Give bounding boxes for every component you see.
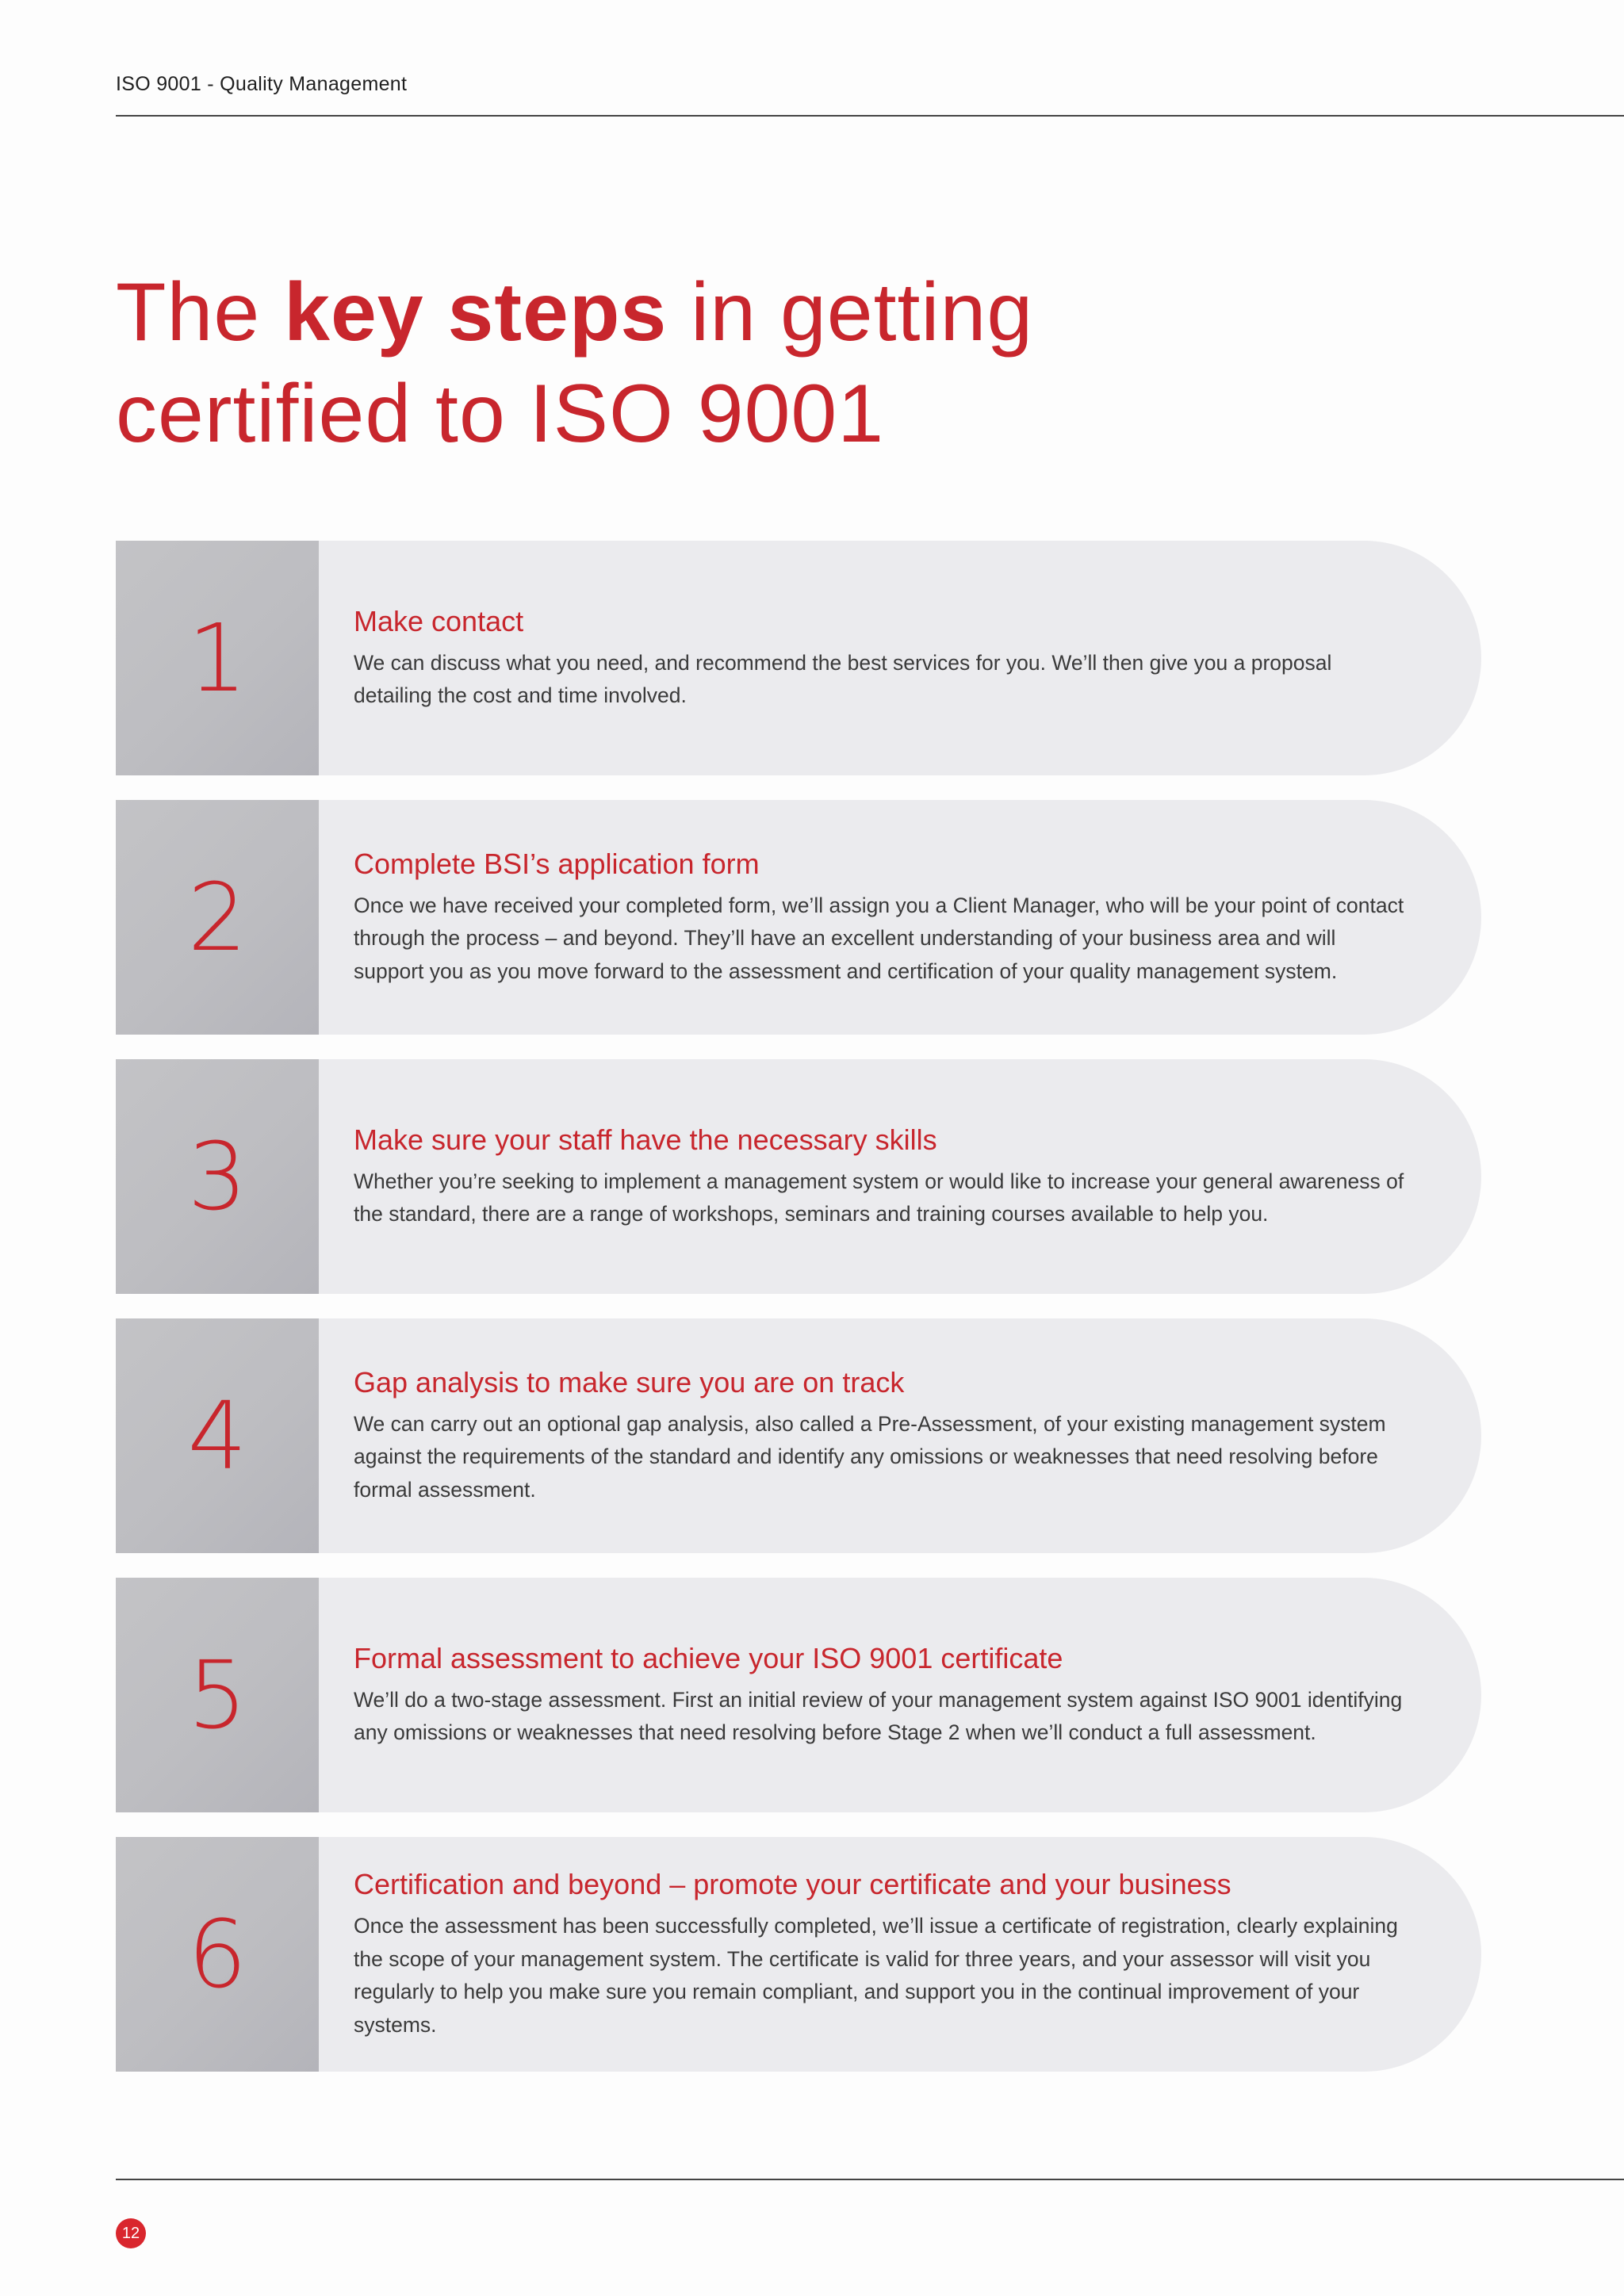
step-number-box <box>116 800 319 1035</box>
step-number-box <box>116 541 319 775</box>
step-number: 3 <box>187 1122 247 1231</box>
step-4 <box>116 1318 1481 1553</box>
step-number-box <box>116 1059 319 1294</box>
title-part-2: in getting <box>667 266 1034 358</box>
step-description: Whether you’re seeking to implement a management system or would like to increase your general awareness of the standard, there are a range of workshops, seminars and training courses available to help you. <box>354 1169 1404 1226</box>
footer-divider <box>116 2179 1624 2180</box>
step-number-box <box>116 1318 319 1553</box>
step-number: 6 <box>187 1900 247 2009</box>
step-panel <box>319 1059 1481 1294</box>
step-description: Once the assessment has been successfully completed, we’ll issue a certificate of registration, clearly explaining the scope of your management system. The certificate is valid for three years, and your assessor will visit you regularly to help you make sure you remain compliant, and support you in the continual improvement of your systems. <box>354 1914 1398 2037</box>
title-line-2: certified to ISO 9001 <box>116 368 885 460</box>
step-description: We can discuss what you need, and recommend the best services for you. We’ll then give you a proposal detailing the cost and time involved. <box>354 650 1332 707</box>
step-heading: Complete BSI’s application form <box>354 847 760 880</box>
step-panel <box>319 541 1481 775</box>
step-1 <box>116 541 1481 775</box>
step-number: 4 <box>187 1381 247 1490</box>
step-panel <box>319 800 1481 1035</box>
step-3 <box>116 1059 1481 1294</box>
step-heading: Certification and beyond – promote your certificate and your business <box>354 1868 1231 1900</box>
step-number-box <box>116 1837 319 2072</box>
header-divider <box>116 115 1624 117</box>
step-number: 1 <box>187 603 247 713</box>
title-emphasis: key steps <box>284 266 668 358</box>
step-number: 5 <box>187 1640 247 1750</box>
step-number-box <box>116 1578 319 1812</box>
step-2 <box>116 800 1481 1035</box>
step-panel <box>319 1837 1481 2072</box>
step-description: Once we have received your completed form, we’ll assign you a Client Manager, who will be your point of contact through the process – and beyond. They’ll have an excellent understanding of your business area and will support you as you move forward to the assessment and certification of your quality management system. <box>354 893 1404 983</box>
steps-list <box>116 541 1481 2096</box>
step-heading: Formal assessment to achieve your ISO 9001 certificate <box>354 1641 1063 1674</box>
step-description: We’ll do a two-stage assessment. First an initial review of your management system against ISO 9001 identifying any omissions or weaknesses that need resolving before Stage 2 when we’ll conduct a full assessment. <box>354 1687 1403 1744</box>
page-title <box>116 262 1226 465</box>
running-header: ISO 9001 - Quality Management <box>116 73 408 95</box>
step-panel <box>319 1318 1481 1553</box>
step-heading: Make sure your staff have the necessary skills <box>354 1123 937 1156</box>
step-number: 2 <box>187 863 247 972</box>
step-heading: Make contact <box>354 604 524 637</box>
step-heading: Gap analysis to make sure you are on track <box>354 1365 905 1399</box>
title-part-1: The <box>116 266 285 358</box>
page-number-badge: 12 <box>116 2218 146 2248</box>
step-description: We can carry out an optional gap analysis, also called a Pre-Assessment, of your existing management system against the requirements of the standard and identify any omissions or weaknesses that need resolving before formal assessment. <box>354 1411 1386 1502</box>
step-6 <box>116 1837 1481 2072</box>
step-5 <box>116 1578 1481 1812</box>
step-panel <box>319 1578 1481 1812</box>
